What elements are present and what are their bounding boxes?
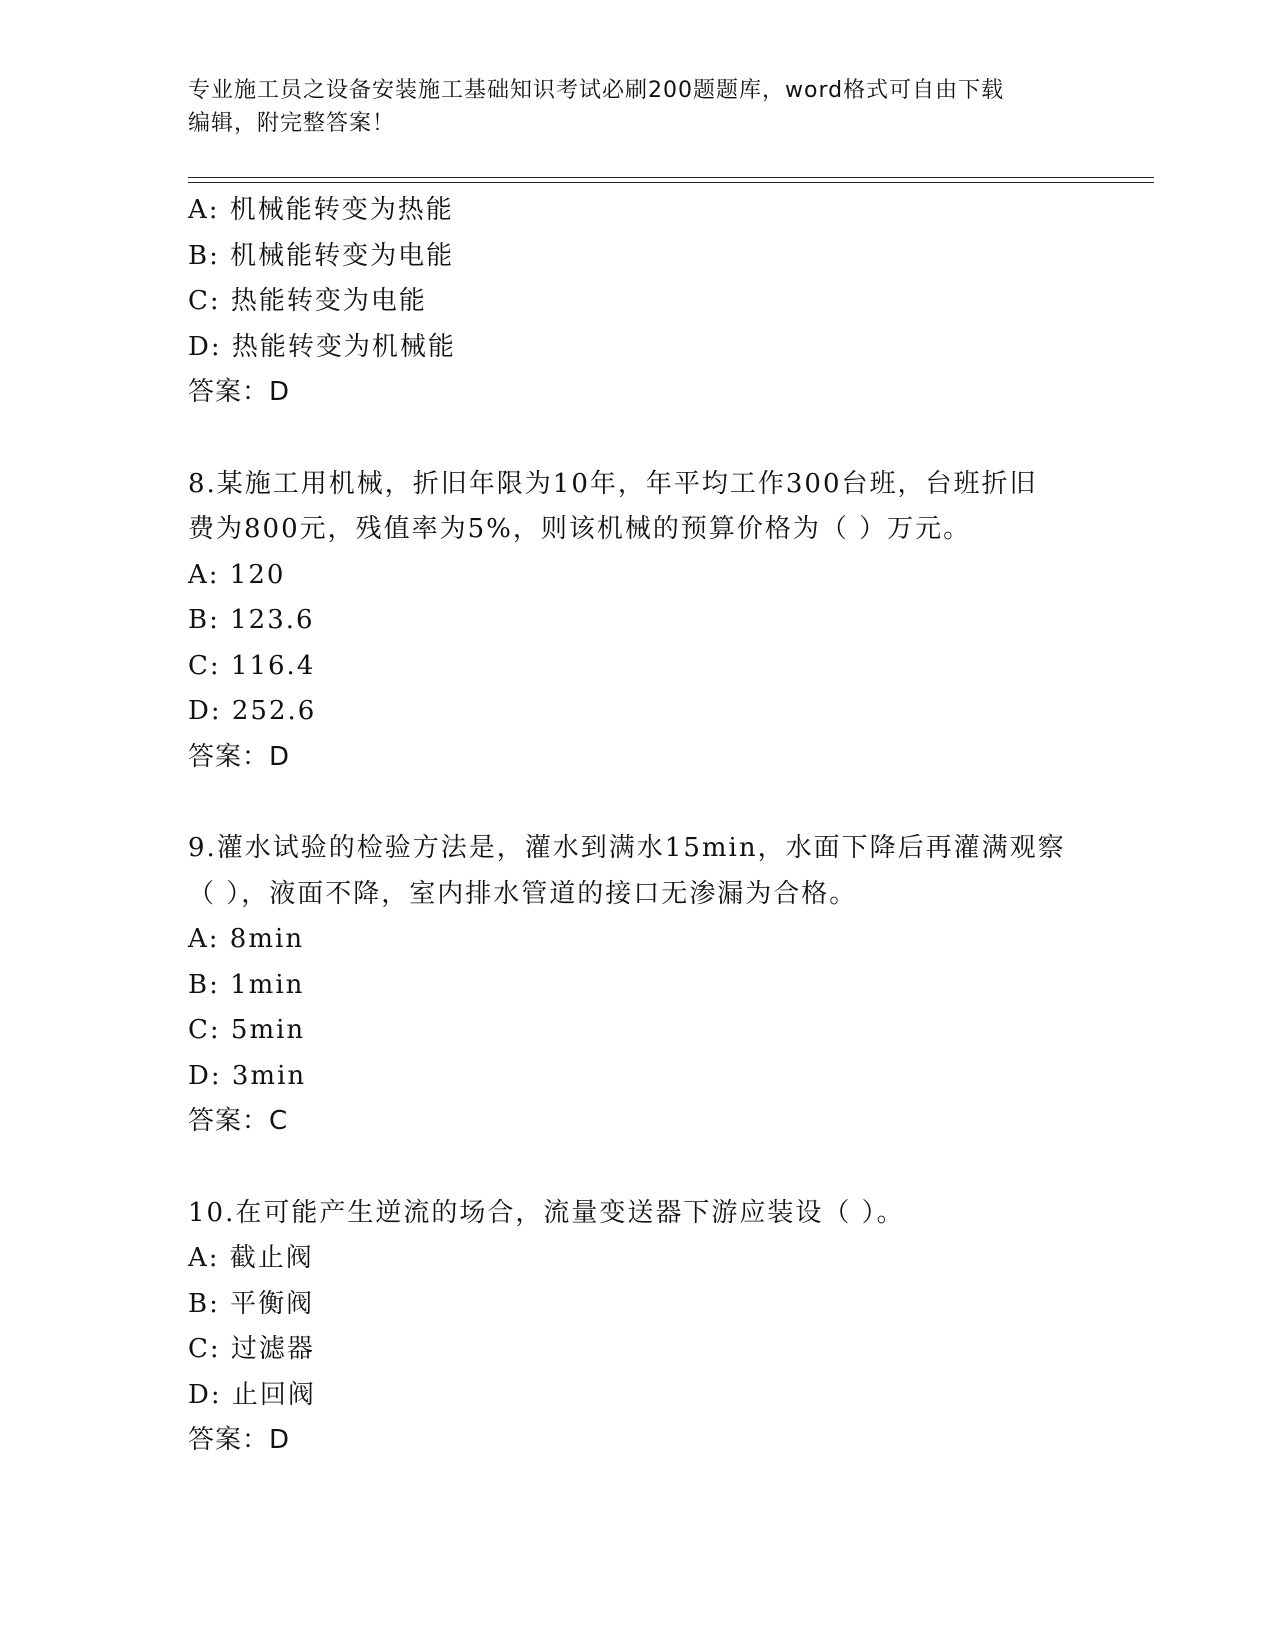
question-stem-line-2: 费为800元，残值率为5%，则该机械的预算价格为（ ）万元。 xyxy=(188,514,972,544)
answer-label: 答案：D xyxy=(188,377,291,407)
option-d: D: 252.6 xyxy=(188,696,317,726)
question-8 xyxy=(188,462,1108,781)
header-divider-top xyxy=(188,177,1154,178)
question-list xyxy=(188,188,1108,1464)
question-spacer xyxy=(188,780,1108,826)
option-a: A: 120 xyxy=(188,559,286,590)
question-stem-line-2: （ ），液面不降，室内排水管道的接口无渗漏为合格。 xyxy=(188,878,858,909)
question-10 xyxy=(188,1191,1108,1464)
header-divider-bottom xyxy=(188,182,1154,183)
answer-label: 答案：D xyxy=(188,1425,291,1455)
question-stem-line-1: 8.某施工用机械，折旧年限为10年，年平均工作300台班，台班折旧 xyxy=(188,468,1038,499)
option-a: A: 截止阀 xyxy=(188,1243,314,1273)
option-c: C: 5min xyxy=(188,1015,306,1045)
question-7 xyxy=(188,188,1108,416)
question-stem-line-1: 9.灌水试验的检验方法是，灌水到满水15min，水面下降后再灌满观察 xyxy=(188,833,1066,863)
option-b: B: 平衡阀 xyxy=(188,1288,315,1319)
option-b: B: 1min xyxy=(188,969,305,1000)
question-9 xyxy=(188,826,1108,1145)
option-c: C: 过滤器 xyxy=(188,1334,315,1364)
option-d: D: 热能转变为机械能 xyxy=(188,331,456,362)
question-spacer xyxy=(188,416,1108,462)
document-header xyxy=(188,74,1088,140)
question-spacer xyxy=(188,1145,1108,1191)
option-a: A: 8min xyxy=(188,924,305,954)
header-title-line-2: 编辑，附完整答案！ xyxy=(188,111,396,136)
option-c: C: 116.4 xyxy=(188,650,316,681)
header-title-line-1: 专业施工员之设备安装施工基础知识考试必刷200题题库，word格式可自由下载 xyxy=(188,78,1005,103)
answer-label: 答案：C xyxy=(188,1106,289,1136)
answer-label: 答案：D xyxy=(188,741,291,772)
option-b: B: 机械能转变为电能 xyxy=(188,240,455,271)
question-stem-line-1: 10.在可能产生逆流的场合，流量变送器下游应装设（ ）。 xyxy=(188,1197,905,1228)
option-b: B: 123.6 xyxy=(188,605,315,635)
option-c: C: 热能转变为电能 xyxy=(188,286,427,316)
option-d: D: 3min xyxy=(188,1060,307,1091)
option-d: D: 止回阀 xyxy=(188,1379,316,1410)
option-a: A: 机械能转变为热能 xyxy=(188,195,454,225)
